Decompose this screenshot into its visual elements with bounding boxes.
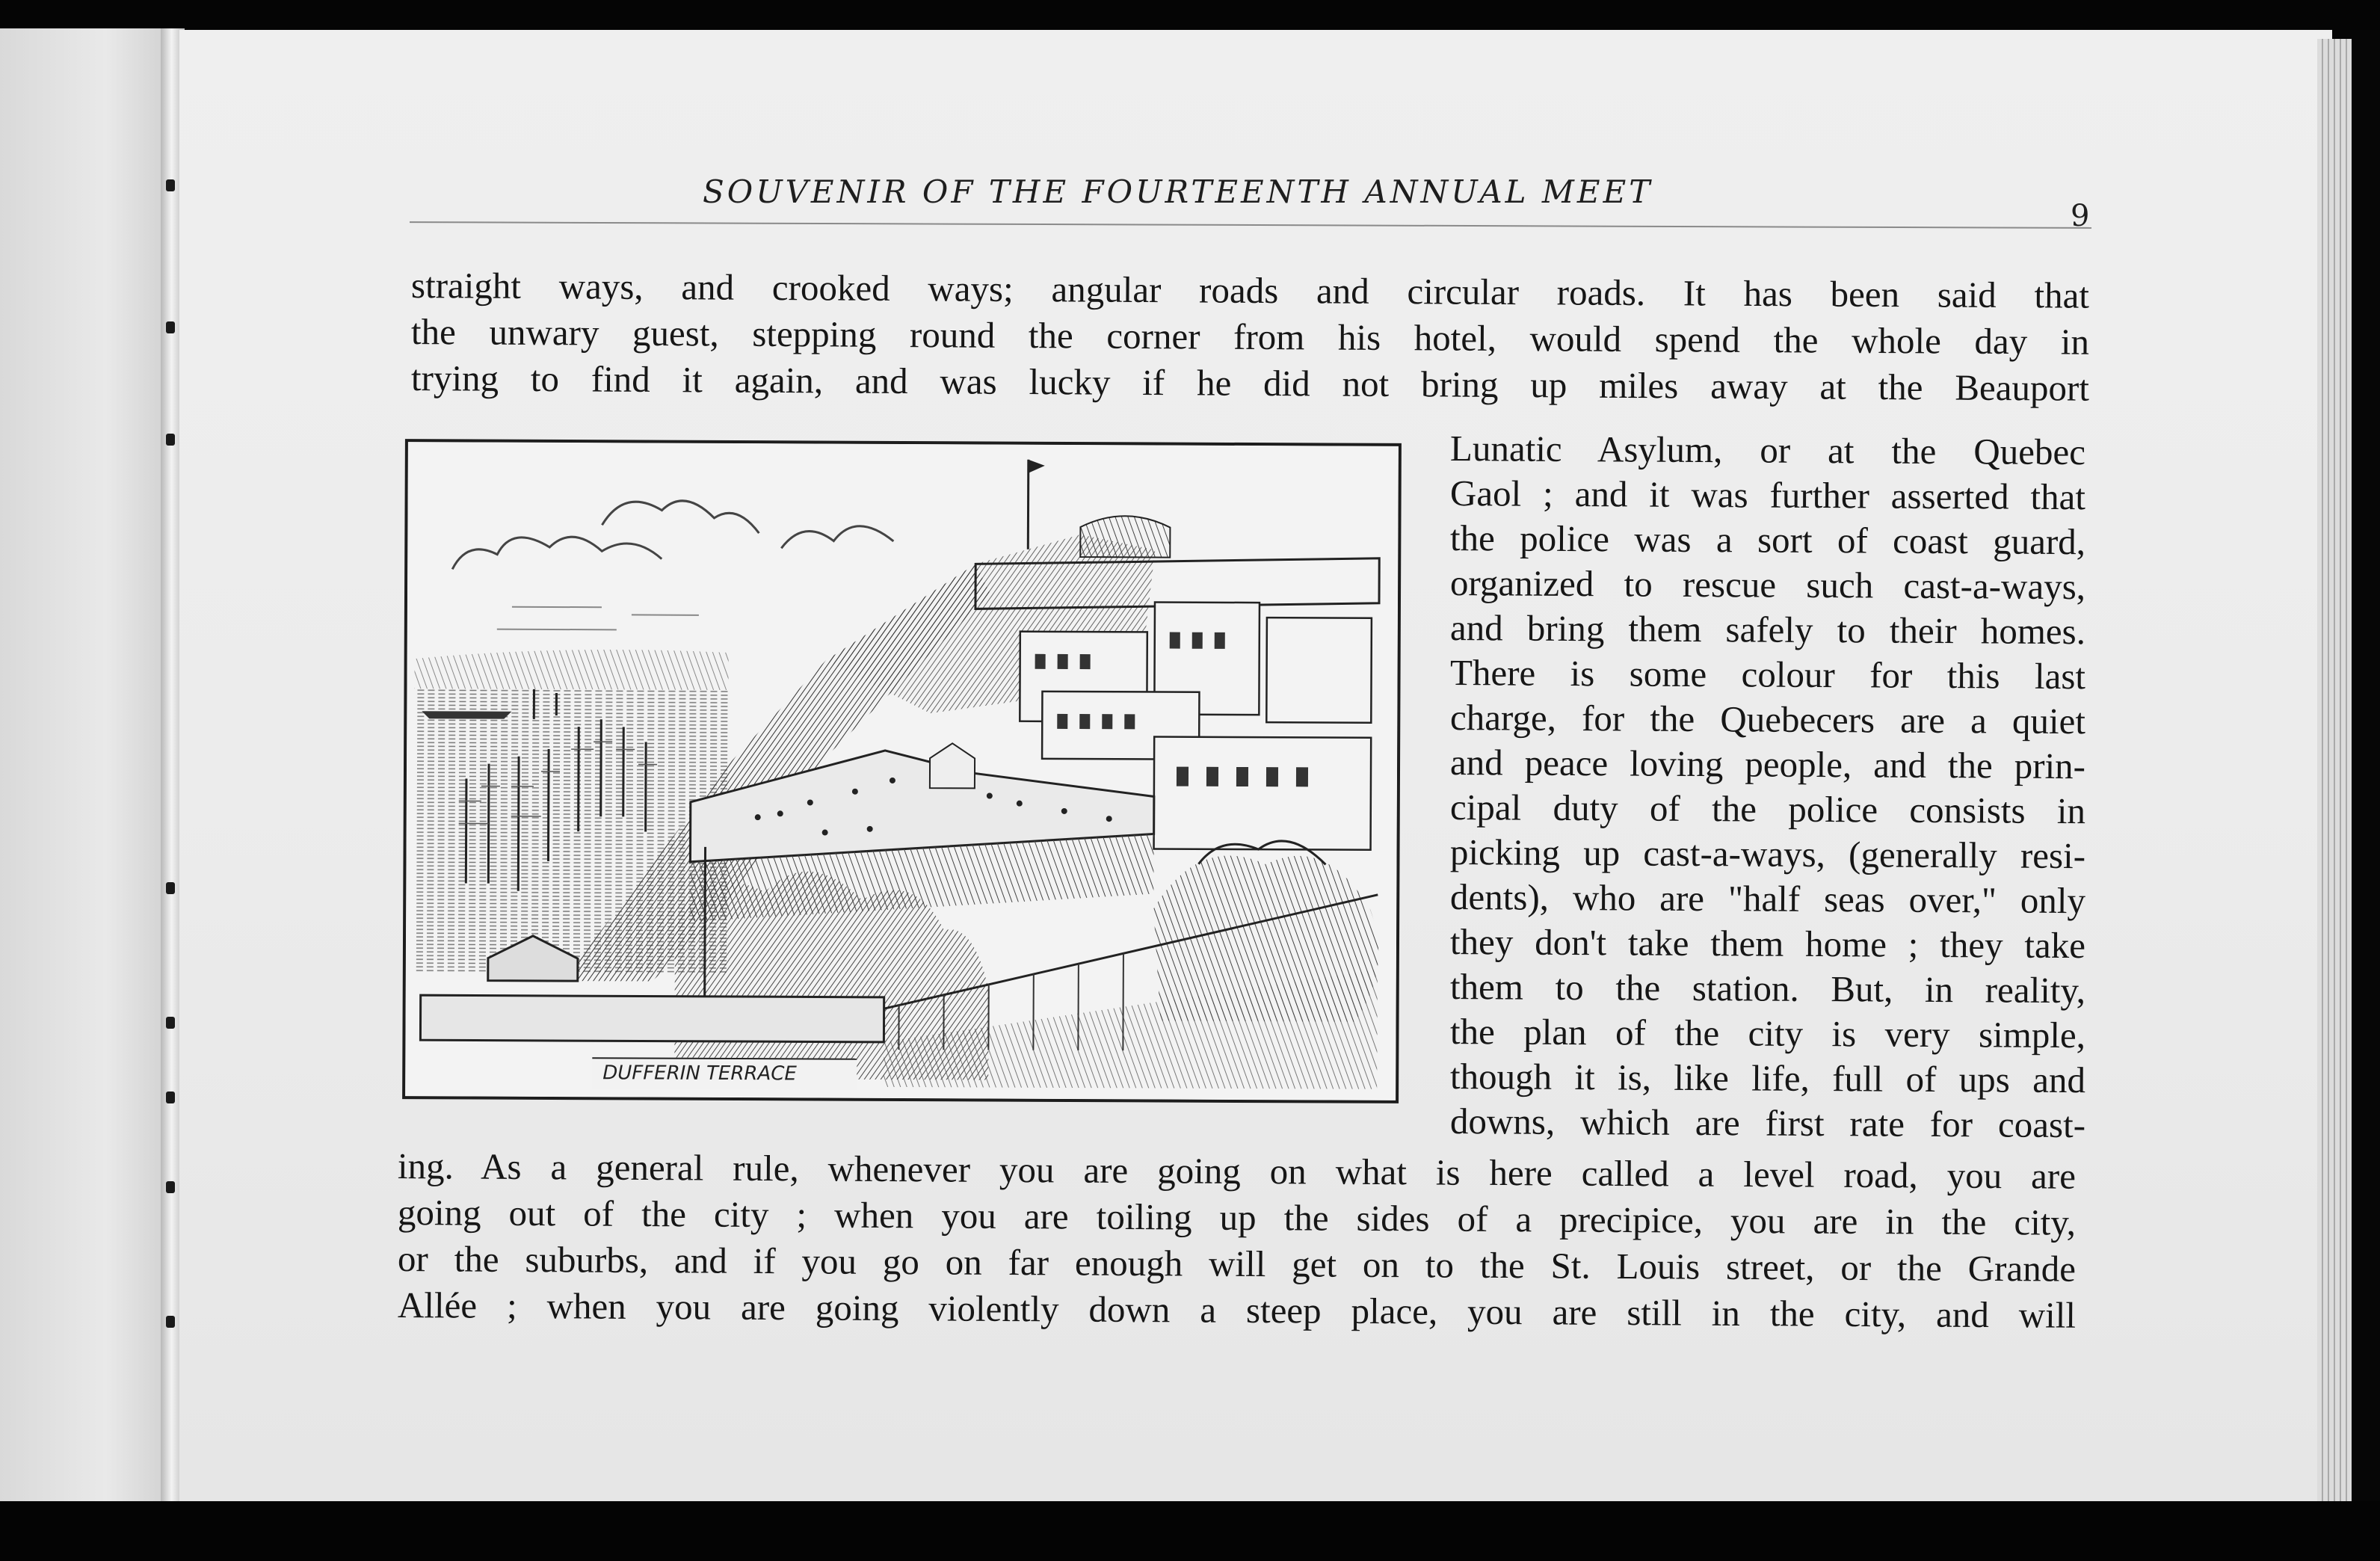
text-line: the unwary guest, stepping round the corner from his hotel, would spend the whole day in	[410, 311, 2090, 363]
text-line: though it is, like life, full of ups and	[1449, 1056, 2086, 1101]
text-line: them to the station. But, in reality,	[1449, 966, 2086, 1012]
scan-frame-top	[0, 0, 2380, 30]
binding-stitch	[166, 179, 175, 191]
binding-stitch	[166, 434, 175, 446]
text-line: or the suburbs, and if you go on far enough will get on to the St. Louis street, or the Grande	[397, 1238, 2077, 1290]
illustration-caption: DUFFERIN TERRACE	[592, 1057, 857, 1090]
text-line: Allée ; when you are going violently down a steep place, you are still in the city, and will	[397, 1284, 2077, 1336]
binding-stitch	[166, 1181, 175, 1193]
text-line: cipal duty of the police consists in	[1449, 786, 2086, 832]
running-head: SOUVENIR OF THE FOURTEENTH ANNUAL MEET	[703, 173, 1653, 210]
text-line: trying to find it again, and was lucky if he did not bring up miles away at the Beauport	[410, 357, 2090, 409]
binding-stitch	[166, 1092, 175, 1103]
text-line: dents), who are "half seas over," only	[1449, 876, 2086, 922]
engraving-drawing	[405, 442, 1399, 1100]
text-line: Lunatic Asylum, or at the Quebec	[1449, 428, 2086, 473]
illustration-dufferin-terrace	[402, 439, 1402, 1103]
text-line: picking up cast-a-ways, (generally resi-	[1449, 831, 2086, 877]
binding-stitch	[166, 1316, 175, 1328]
text-line: and peace loving people, and the prin-	[1449, 742, 2086, 787]
text-line: Gaol ; and it was further asserted that	[1449, 472, 2086, 518]
text-line: going out of the city ; when you are toiling up the sides of a precipice, you are in the city,	[397, 1192, 2077, 1243]
binding-stitch	[166, 321, 175, 333]
page-stack-edge	[2317, 39, 2352, 1504]
text-line: There is some colour for this last	[1449, 652, 2086, 698]
binding-stitch	[166, 882, 175, 894]
text-line: the plan of the city is very simple,	[1449, 1011, 2086, 1056]
scan-frame-bottom	[0, 1501, 2380, 1561]
binding-stitch	[166, 1017, 175, 1029]
text-line: and bring them safely to their homes.	[1449, 607, 2086, 653]
left-page	[0, 28, 176, 1501]
text-line: the police was a sort of coast guard,	[1449, 517, 2086, 563]
text-line: charge, for the Quebecers are a quiet	[1449, 697, 2086, 742]
text-line: downs, which are first rate for coast-	[1449, 1100, 2086, 1146]
text-line: straight ways, and crooked ways; angular roads and circular roads. It has been said that	[410, 265, 2090, 316]
text-line: they don't take them home ; they take	[1449, 921, 2086, 967]
text-line: organized to rescue such cast-a-ways,	[1449, 562, 2086, 608]
page-number: 9	[2071, 199, 2090, 233]
text-line: ing. As a general rule, whenever you are going on what is here called a level road, you are	[397, 1145, 2077, 1197]
